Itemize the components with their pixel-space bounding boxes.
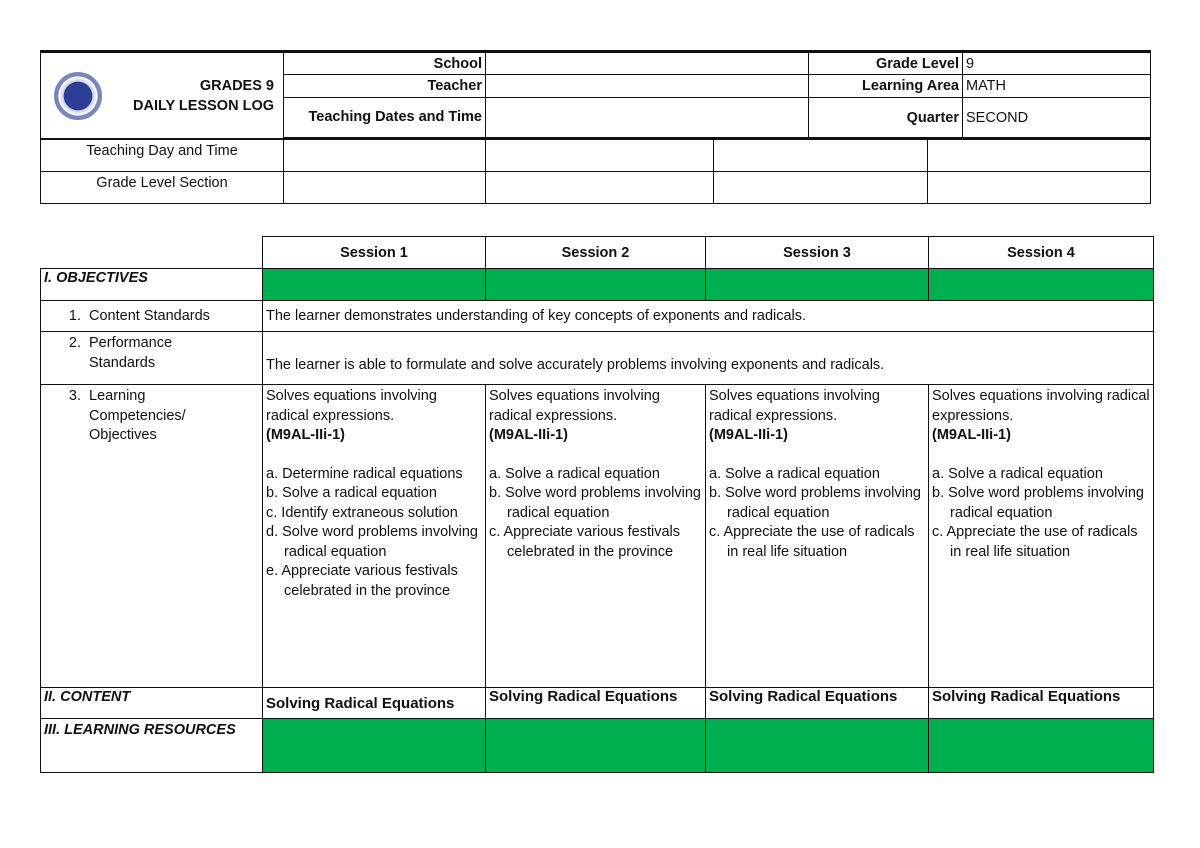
teacher-field[interactable]: [486, 75, 809, 98]
objective-item: a. Determine radical equations: [266, 465, 463, 482]
competency-code: (M9AL-IIi-1): [932, 427, 1011, 443]
section-label: Grade Level Section: [41, 172, 284, 204]
competency-code: (M9AL-IIi-1): [709, 427, 788, 443]
objective-item: b. Solve word problems involving radical equation: [489, 485, 701, 521]
school-field[interactable]: [486, 52, 809, 75]
session-header-4: Session 4: [929, 237, 1154, 269]
dates-field[interactable]: [486, 98, 809, 139]
section-field-2[interactable]: [486, 172, 714, 204]
resources-fill-2: [486, 719, 706, 773]
content-session-1: Solving Radical Equations: [263, 688, 486, 719]
objectives-fill-4: [929, 269, 1154, 301]
grade-level-label: Grade Level: [809, 52, 963, 75]
competencies-label: 3. Learning Competencies/ Objectives: [41, 385, 263, 688]
session-header-2: Session 2: [486, 237, 706, 269]
deped-seal-logo: [54, 72, 102, 120]
competency-intro: Solves equations involving radical expressions.: [266, 388, 437, 424]
content-standards-text: The learner demonstrates understanding of key concepts of exponents and radicals.: [263, 301, 1154, 332]
content-heading: II. CONTENT: [41, 688, 263, 719]
content-session-3: Solving Radical Equations: [706, 688, 929, 719]
objective-item: d. Solve word problems involving radical equation: [266, 524, 478, 560]
quarter-label: Quarter: [809, 98, 963, 139]
objective-item: c. Appreciate the use of radicals in real life situation: [709, 524, 915, 560]
objectives-fill-1: [263, 269, 486, 301]
objective-item: c. Appreciate various festivals celebrated in the province: [489, 524, 681, 560]
content-session-2: Solving Radical Equations: [486, 688, 706, 719]
day-time-label: Teaching Day and Time: [41, 140, 284, 172]
learning-resources-heading: III. LEARNING RESOURCES: [41, 719, 263, 773]
section-field-1[interactable]: [284, 172, 486, 204]
competency-code: (M9AL-IIi-1): [266, 427, 345, 443]
teacher-label: Teacher: [284, 75, 486, 98]
title-grades: GRADES 9: [199, 77, 274, 94]
blank-corner: [41, 237, 263, 269]
content-session-4: Solving Radical Equations: [929, 688, 1154, 719]
objective-item: c. Appreciate the use of radicals in real life situation: [932, 524, 1138, 560]
day-time-field-3[interactable]: [714, 140, 928, 172]
performance-standards-text: The learner is able to formulate and solve accurately problems involving exponents and radicals.: [263, 332, 1154, 385]
objectives-fill-2: [486, 269, 706, 301]
session-header-3: Session 3: [706, 237, 929, 269]
resources-fill-4: [929, 719, 1154, 773]
objective-item: c. Identify extraneous solution: [266, 504, 458, 521]
objective-item: a. Solve a radical equation: [932, 465, 1103, 482]
performance-standards-label: 2. Performance Standards: [41, 332, 263, 385]
competencies-session-2: [486, 385, 706, 688]
competency-intro: Solves equations involving radical expressions.: [932, 388, 1150, 424]
objectives-fill-3: [706, 269, 929, 301]
objective-item: b. Solve a radical equation: [266, 485, 437, 501]
objectives-heading: I. OBJECTIVES: [41, 269, 263, 301]
competencies-session-4: [929, 385, 1154, 688]
session-header-1: Session 1: [263, 237, 486, 269]
competencies-session-3: [706, 385, 929, 688]
competency-intro: Solves equations involving radical expressions.: [489, 388, 660, 424]
day-time-field-4[interactable]: [928, 140, 1151, 172]
schedule-table: [40, 139, 1151, 204]
day-time-field-2[interactable]: [486, 140, 714, 172]
objective-item: e. Appreciate various festivals celebrated in the province: [266, 563, 458, 599]
title-dll: DAILY LESSON LOG: [133, 97, 274, 114]
competencies-session-1: [263, 385, 486, 688]
school-label: School: [284, 52, 486, 75]
content-standards-label: 1. Content Standards: [41, 301, 263, 332]
objective-item: a. Solve a radical equation: [709, 465, 880, 482]
day-time-field-1[interactable]: [284, 140, 486, 172]
competency-intro: Solves equations involving radical expressions.: [709, 388, 880, 424]
grade-level-field[interactable]: 9: [963, 52, 1151, 75]
objective-item: b. Solve word problems involving radical equation: [932, 485, 1144, 521]
objective-item: b. Solve word problems involving radical equation: [709, 485, 921, 521]
resources-fill-1: [263, 719, 486, 773]
title-cell: [41, 52, 284, 139]
dates-label: Teaching Dates and Time: [284, 98, 486, 139]
section-field-4[interactable]: [928, 172, 1151, 204]
lesson-plan-table: [40, 236, 1154, 773]
header-table: [40, 50, 1151, 140]
section-field-3[interactable]: [714, 172, 928, 204]
learning-area-field[interactable]: MATH: [963, 75, 1151, 98]
resources-fill-3: [706, 719, 929, 773]
objective-item: a. Solve a radical equation: [489, 465, 660, 482]
competency-code: (M9AL-IIi-1): [489, 427, 568, 443]
quarter-field[interactable]: SECOND: [963, 98, 1151, 139]
learning-area-label: Learning Area: [809, 75, 963, 98]
